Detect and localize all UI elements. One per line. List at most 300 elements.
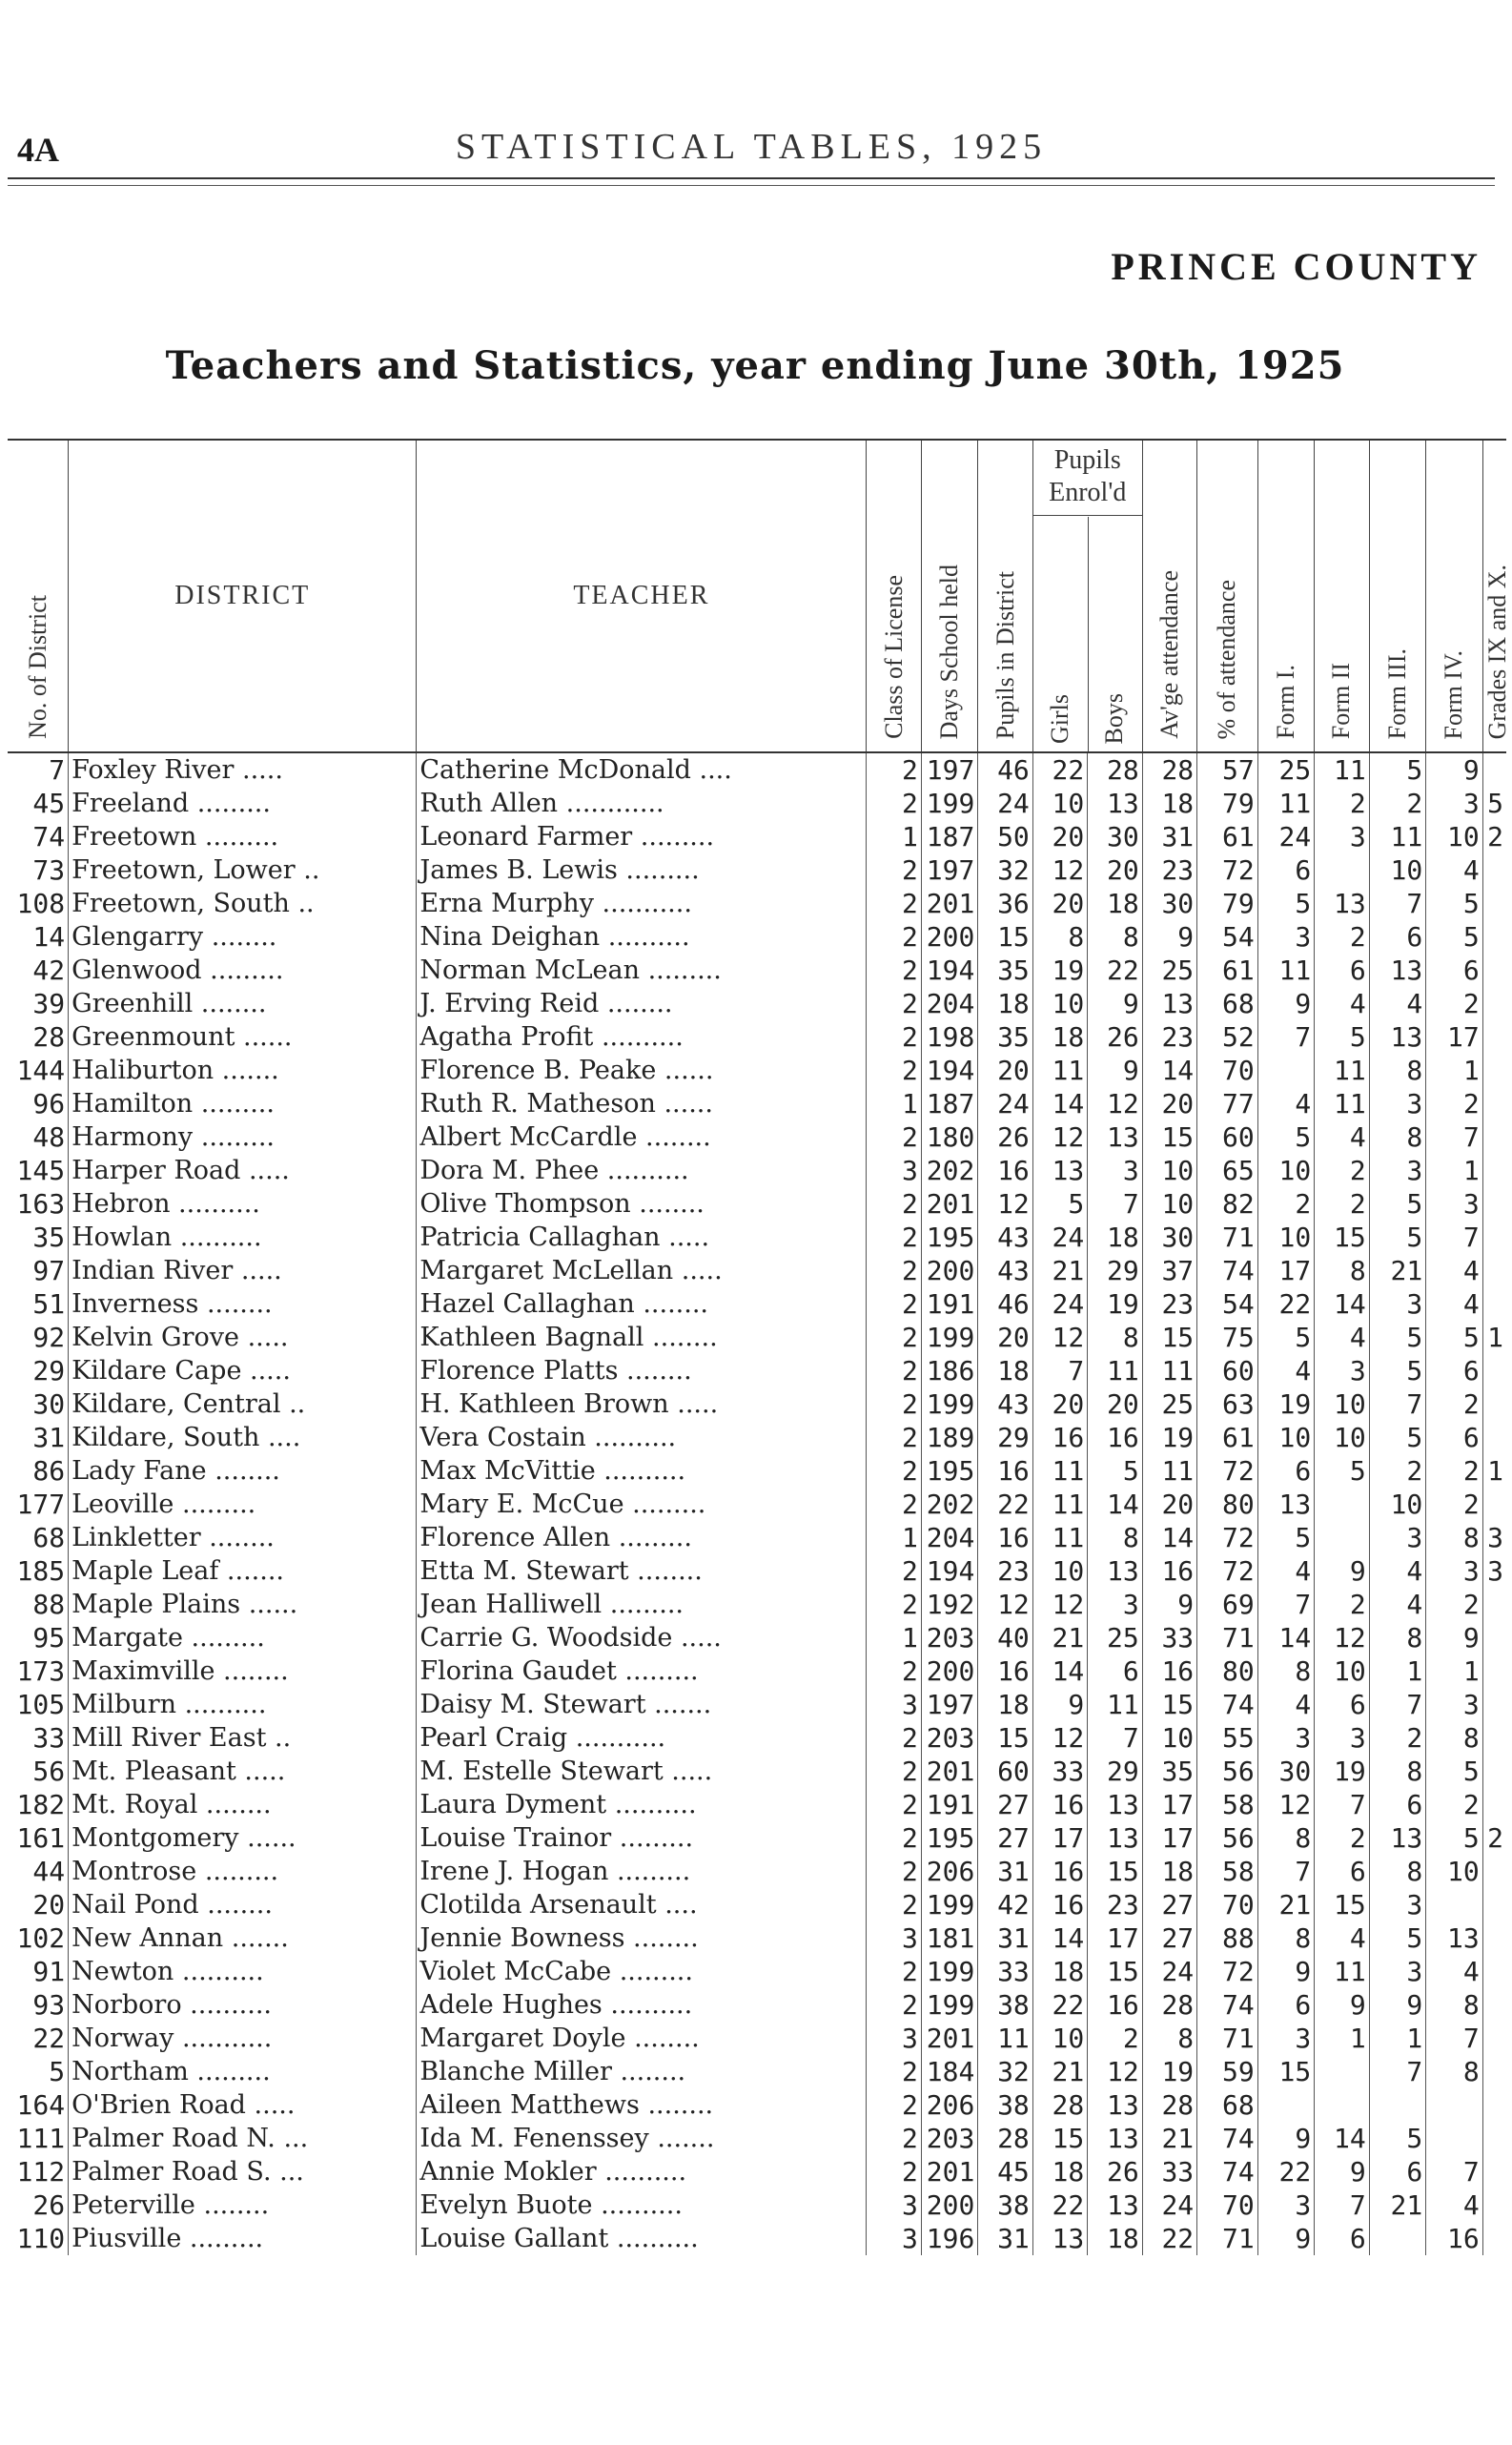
cell-percent-attendance: 74 (1197, 2122, 1258, 2155)
cell-girls-enrolled: 19 (1032, 954, 1087, 987)
cell-district-no: 48 (8, 1120, 69, 1154)
cell-average-attendance: 28 (1142, 752, 1196, 787)
cell-pupils-in-district: 16 (978, 1521, 1032, 1554)
cell-teacher-name: Jennie Bowness ........ (417, 1921, 867, 1955)
cell-days-held: 199 (921, 1387, 978, 1421)
cell-district-no: 44 (8, 1855, 69, 1888)
cell-form-4: 4 (1426, 2188, 1483, 2222)
table-header (8, 441, 1511, 752)
cell-boys-enrolled: 20 (1088, 1387, 1142, 1421)
col-header-district: DISTRICT (69, 441, 417, 752)
cell-percent-attendance: 80 (1197, 1654, 1258, 1688)
cell-form-2: 8 (1315, 1254, 1369, 1287)
table-row (8, 853, 1506, 887)
col-header-avg-attendance: Av'ge attendance (1142, 441, 1196, 752)
cell-form-4 (1426, 1888, 1483, 1921)
cell-days-held: 194 (921, 1554, 978, 1588)
cell-girls-enrolled: 33 (1032, 1755, 1087, 1788)
cell-form-1: 3 (1257, 1721, 1315, 1755)
cell-license-class: 1 (867, 1521, 921, 1554)
pupils-enrolled-title: Pupils Enrol'd (1033, 444, 1142, 516)
cell-girls-enrolled: 10 (1032, 987, 1087, 1020)
cell-form-3: 8 (1369, 1054, 1426, 1087)
cell-teacher-name: Norman McLean ......... (417, 954, 867, 987)
table-row (8, 920, 1506, 954)
cell-average-attendance: 30 (1142, 1221, 1196, 1254)
cell-pupils-in-district: 20 (978, 1054, 1032, 1087)
cell-percent-attendance: 72 (1197, 853, 1258, 887)
cell-form-1: 10 (1257, 1221, 1315, 1254)
cell-teacher-name: Vera Costain .......... (417, 1421, 867, 1454)
cell-grades-9-10 (1482, 1654, 1506, 1688)
cell-form-4: 8 (1426, 1721, 1483, 1755)
cell-percent-attendance: 63 (1197, 1387, 1258, 1421)
cell-form-2 (1315, 2088, 1369, 2122)
table-body (8, 752, 1506, 2255)
col-header-boys: Boys (1100, 692, 1129, 744)
cell-days-held: 196 (921, 2222, 978, 2255)
cell-girls-enrolled: 9 (1032, 1688, 1087, 1721)
table-row (8, 1321, 1506, 1354)
cell-teacher-name: Florence Platts ........ (417, 1354, 867, 1387)
cell-girls-enrolled: 22 (1032, 1988, 1087, 2022)
cell-percent-attendance: 60 (1197, 1354, 1258, 1387)
cell-pupils-in-district: 31 (978, 2222, 1032, 2255)
cell-form-3: 13 (1369, 954, 1426, 987)
cell-days-held: 201 (921, 2022, 978, 2055)
cell-form-1: 10 (1257, 1421, 1315, 1454)
cell-percent-attendance: 74 (1197, 1254, 1258, 1287)
cell-form-4: 2 (1426, 987, 1483, 1020)
cell-form-2: 13 (1315, 887, 1369, 920)
cell-district-no: 110 (8, 2222, 69, 2255)
cell-average-attendance: 13 (1142, 987, 1196, 1020)
cell-pupils-in-district: 60 (978, 1755, 1032, 1788)
cell-grades-9-10 (1482, 1120, 1506, 1154)
cell-form-2: 15 (1315, 1888, 1369, 1921)
cell-district-no: 111 (8, 2122, 69, 2155)
cell-district-no: 144 (8, 1054, 69, 1087)
cell-form-3: 5 (1369, 752, 1426, 787)
cell-form-1: 9 (1257, 2222, 1315, 2255)
cell-days-held: 194 (921, 954, 978, 987)
cell-form-3: 10 (1369, 1488, 1426, 1521)
cell-days-held: 199 (921, 787, 978, 820)
cell-form-1: 21 (1257, 1888, 1315, 1921)
cell-district-name: Nail Pond ........ (69, 1888, 417, 1921)
cell-form-1: 7 (1257, 1588, 1315, 1621)
county-title: PRINCE COUNTY (1111, 245, 1481, 288)
cell-pupils-in-district: 38 (978, 2088, 1032, 2122)
cell-district-name: Lady Fane ........ (69, 1454, 417, 1488)
cell-average-attendance: 15 (1142, 1688, 1196, 1721)
table-row (8, 1688, 1506, 1721)
cell-grades-9-10 (1482, 1688, 1506, 1721)
cell-boys-enrolled: 17 (1088, 1921, 1142, 1955)
cell-days-held: 201 (921, 887, 978, 920)
cell-grades-9-10 (1482, 954, 1506, 987)
cell-boys-enrolled: 13 (1088, 1120, 1142, 1154)
cell-license-class: 2 (867, 987, 921, 1020)
cell-pupils-in-district: 38 (978, 2188, 1032, 2222)
cell-district-name: Margate ......... (69, 1621, 417, 1654)
cell-form-4: 5 (1426, 1821, 1483, 1855)
cell-percent-attendance: 59 (1197, 2055, 1258, 2088)
cell-form-1: 10 (1257, 1154, 1315, 1187)
cell-form-2: 6 (1315, 2222, 1369, 2255)
cell-teacher-name: H. Kathleen Brown ..... (417, 1387, 867, 1421)
cell-average-attendance: 33 (1142, 1621, 1196, 1654)
cell-form-2: 7 (1315, 2188, 1369, 2222)
cell-pupils-in-district: 15 (978, 920, 1032, 954)
cell-form-1: 30 (1257, 1755, 1315, 1788)
cell-form-2: 2 (1315, 1154, 1369, 1187)
cell-percent-attendance: 72 (1197, 1521, 1258, 1554)
col-header-form-3: Form III. (1369, 441, 1426, 752)
cell-average-attendance: 17 (1142, 1821, 1196, 1855)
cell-percent-attendance: 71 (1197, 2222, 1258, 2255)
cell-form-3: 5 (1369, 1354, 1426, 1387)
cell-girls-enrolled: 12 (1032, 1321, 1087, 1354)
cell-district-no: 51 (8, 1287, 69, 1321)
cell-form-1: 6 (1257, 853, 1315, 887)
cell-girls-enrolled: 14 (1032, 1654, 1087, 1688)
cell-average-attendance: 27 (1142, 1888, 1196, 1921)
cell-grades-9-10: 3 (1487, 1555, 1503, 1587)
cell-teacher-name: Louise Gallant .......... (417, 2222, 867, 2255)
cell-boys-enrolled: 8 (1088, 1321, 1142, 1354)
cell-boys-enrolled: 7 (1088, 1187, 1142, 1221)
cell-license-class: 1 (867, 820, 921, 853)
cell-form-2: 4 (1315, 1120, 1369, 1154)
table-row (8, 1154, 1506, 1187)
cell-district-no: 95 (8, 1621, 69, 1654)
cell-boys-enrolled: 13 (1088, 2188, 1142, 2222)
cell-license-class: 2 (867, 1755, 921, 1788)
cell-district-name: Freetown, Lower .. (69, 853, 417, 887)
cell-form-4 (1426, 2088, 1483, 2122)
cell-district-name: Freeland ......... (69, 787, 417, 820)
cell-license-class: 2 (867, 1321, 921, 1354)
cell-pupils-in-district: 22 (978, 1488, 1032, 1521)
cell-pupils-in-district: 27 (978, 1788, 1032, 1821)
cell-district-name: Piusville ......... (69, 2222, 417, 2255)
table-row (8, 1187, 1506, 1221)
cell-boys-enrolled: 13 (1088, 1554, 1142, 1588)
cell-average-attendance: 11 (1142, 1354, 1196, 1387)
cell-form-3: 1 (1369, 2022, 1426, 2055)
cell-percent-attendance: 71 (1197, 1621, 1258, 1654)
cell-form-1: 24 (1257, 820, 1315, 853)
cell-average-attendance: 31 (1142, 820, 1196, 853)
col-header-license: Class of License (867, 441, 921, 752)
cell-boys-enrolled: 23 (1088, 1888, 1142, 1921)
table-row (8, 1354, 1506, 1387)
cell-form-4: 2 (1426, 1087, 1483, 1120)
table-row (8, 1755, 1506, 1788)
cell-district-no: 112 (8, 2155, 69, 2188)
cell-district-name: Mt. Pleasant ..... (69, 1755, 417, 1788)
cell-form-4: 8 (1426, 1988, 1483, 2022)
cell-form-1: 4 (1257, 1354, 1315, 1387)
cell-grades-9-10 (1482, 752, 1506, 787)
table-row (8, 1221, 1506, 1254)
cell-average-attendance: 27 (1142, 1921, 1196, 1955)
cell-average-attendance: 23 (1142, 853, 1196, 887)
cell-teacher-name: Ruth Allen ............ (417, 787, 867, 820)
cell-boys-enrolled: 18 (1088, 1221, 1142, 1254)
cell-form-3: 11 (1369, 820, 1426, 853)
col-header-form-4: Form IV. (1426, 441, 1483, 752)
cell-days-held: 200 (921, 1654, 978, 1688)
cell-district-name: Northam ......... (69, 2055, 417, 2088)
cell-form-4: 13 (1426, 1921, 1483, 1955)
cell-average-attendance: 20 (1142, 1488, 1196, 1521)
cell-days-held: 200 (921, 2188, 978, 2222)
cell-teacher-name: Leonard Farmer ......... (417, 820, 867, 853)
cell-girls-enrolled: 12 (1032, 1588, 1087, 1621)
cell-boys-enrolled: 30 (1088, 820, 1142, 853)
cell-days-held: 192 (921, 1588, 978, 1621)
cell-average-attendance: 23 (1142, 1287, 1196, 1321)
cell-form-4: 2 (1426, 1387, 1483, 1421)
cell-days-held: 199 (921, 1888, 978, 1921)
cell-form-3: 3 (1369, 1287, 1426, 1321)
cell-form-3: 3 (1369, 1521, 1426, 1554)
table-row (8, 1988, 1506, 2022)
col-header-form-1: Form I. (1257, 441, 1315, 752)
cell-pupils-in-district: 40 (978, 1621, 1032, 1654)
cell-license-class: 2 (867, 2055, 921, 2088)
running-title: STATISTICAL TABLES, 1925 (455, 127, 1048, 167)
cell-form-3: 5 (1369, 2122, 1426, 2155)
cell-boys-enrolled: 29 (1088, 1254, 1142, 1287)
cell-district-name: Linkletter ........ (69, 1521, 417, 1554)
cell-form-1: 3 (1257, 2188, 1315, 2222)
cell-district-name: Mt. Royal ........ (69, 1788, 417, 1821)
cell-form-2: 2 (1315, 1187, 1369, 1221)
table-row (8, 1855, 1506, 1888)
cell-average-attendance: 25 (1142, 954, 1196, 987)
cell-pupils-in-district: 32 (978, 2055, 1032, 2088)
cell-days-held: 191 (921, 1788, 978, 1821)
cell-form-2: 4 (1315, 1321, 1369, 1354)
cell-form-1 (1257, 1054, 1315, 1087)
cell-girls-enrolled: 10 (1032, 787, 1087, 820)
cell-girls-enrolled: 21 (1032, 1254, 1087, 1287)
cell-district-no: 39 (8, 987, 69, 1020)
cell-pupils-in-district: 27 (978, 1821, 1032, 1855)
cell-form-3: 5 (1369, 1221, 1426, 1254)
cell-district-name: Norway ........... (69, 2022, 417, 2055)
cell-grades-9-10 (1482, 1287, 1506, 1321)
cell-form-4: 7 (1426, 2022, 1483, 2055)
col-header-no: No. of District (8, 441, 69, 752)
cell-license-class: 3 (867, 2222, 921, 2255)
cell-district-name: Mill River East .. (69, 1721, 417, 1755)
cell-days-held: 200 (921, 1254, 978, 1287)
table-row (8, 1387, 1506, 1421)
cell-form-3: 7 (1369, 1387, 1426, 1421)
cell-form-1: 25 (1257, 752, 1315, 787)
cell-days-held: 201 (921, 1755, 978, 1788)
cell-form-3: 1 (1369, 1654, 1426, 1688)
cell-girls-enrolled: 14 (1032, 1087, 1087, 1120)
cell-license-class: 3 (867, 1688, 921, 1721)
cell-form-4: 7 (1426, 1120, 1483, 1154)
cell-average-attendance: 8 (1142, 2022, 1196, 2055)
cell-grades-9-10 (1482, 2155, 1506, 2188)
cell-form-2: 2 (1315, 787, 1369, 820)
cell-girls-enrolled: 5 (1032, 1187, 1087, 1221)
cell-district-no: 42 (8, 954, 69, 987)
table-row (8, 2088, 1506, 2122)
col-header-form-2: Form II (1315, 441, 1369, 752)
cell-grades-9-10 (1482, 1421, 1506, 1454)
cell-girls-enrolled: 24 (1032, 1287, 1087, 1321)
cell-grades-9-10 (1482, 1721, 1506, 1755)
cell-average-attendance: 25 (1142, 1387, 1196, 1421)
cell-form-2: 19 (1315, 1755, 1369, 1788)
cell-form-4: 6 (1426, 1354, 1483, 1387)
cell-days-held: 189 (921, 1421, 978, 1454)
cell-district-no: 92 (8, 1321, 69, 1354)
cell-grades-9-10: 5 (1487, 788, 1503, 819)
table-subtitle: Teachers and Statistics, year ending June 30th, 1925 (165, 343, 1345, 388)
cell-district-no: 86 (8, 1454, 69, 1488)
cell-grades-9-10 (1482, 1154, 1506, 1187)
cell-form-1: 8 (1257, 1921, 1315, 1955)
cell-form-1: 22 (1257, 2155, 1315, 2188)
cell-grades-9-10 (1482, 1588, 1506, 1621)
cell-average-attendance: 21 (1142, 2122, 1196, 2155)
cell-girls-enrolled: 18 (1032, 1955, 1087, 1988)
cell-percent-attendance: 56 (1197, 1755, 1258, 1788)
cell-license-class: 2 (867, 1120, 921, 1154)
cell-license-class: 2 (867, 2088, 921, 2122)
cell-form-3 (1369, 2222, 1426, 2255)
cell-form-4: 16 (1426, 2222, 1483, 2255)
cell-boys-enrolled: 12 (1088, 2055, 1142, 2088)
cell-girls-enrolled: 15 (1032, 2122, 1087, 2155)
cell-teacher-name: Ruth R. Matheson ...... (417, 1087, 867, 1120)
cell-percent-attendance: 58 (1197, 1788, 1258, 1821)
cell-district-no: 31 (8, 1421, 69, 1454)
cell-form-3: 9 (1369, 1988, 1426, 2022)
cell-boys-enrolled: 16 (1088, 1988, 1142, 2022)
table-row (8, 2222, 1506, 2255)
cell-girls-enrolled: 21 (1032, 2055, 1087, 2088)
cell-boys-enrolled: 7 (1088, 1721, 1142, 1755)
table-row (8, 787, 1506, 820)
cell-form-1: 3 (1257, 2022, 1315, 2055)
cell-form-4: 7 (1426, 1221, 1483, 1254)
cell-girls-enrolled: 11 (1032, 1521, 1087, 1554)
cell-district-no: 173 (8, 1654, 69, 1688)
cell-pupils-in-district: 32 (978, 853, 1032, 887)
cell-form-1: 7 (1257, 1020, 1315, 1054)
cell-license-class: 2 (867, 1287, 921, 1321)
cell-boys-enrolled: 15 (1088, 1955, 1142, 1988)
cell-form-1: 5 (1257, 1521, 1315, 1554)
cell-days-held: 181 (921, 1921, 978, 1955)
cell-average-attendance: 18 (1142, 1855, 1196, 1888)
cell-teacher-name: James B. Lewis ......... (417, 853, 867, 887)
cell-pupils-in-district: 29 (978, 1421, 1032, 1454)
cell-license-class: 2 (867, 1020, 921, 1054)
cell-boys-enrolled: 22 (1088, 954, 1142, 987)
table-row (8, 1454, 1506, 1488)
cell-teacher-name: Florina Gaudet ......... (417, 1654, 867, 1688)
cell-boys-enrolled: 6 (1088, 1654, 1142, 1688)
cell-teacher-name: Etta M. Stewart ........ (417, 1554, 867, 1588)
cell-license-class: 2 (867, 1454, 921, 1488)
cell-form-4: 10 (1426, 1855, 1483, 1888)
cell-license-class: 2 (867, 1955, 921, 1988)
cell-boys-enrolled: 28 (1088, 752, 1142, 787)
cell-district-name: Freetown, South .. (69, 887, 417, 920)
cell-form-4: 9 (1426, 1621, 1483, 1654)
cell-form-3: 5 (1369, 1187, 1426, 1221)
cell-district-no: 29 (8, 1354, 69, 1387)
cell-district-no: 7 (8, 752, 69, 787)
cell-boys-enrolled: 13 (1088, 787, 1142, 820)
cell-days-held: 203 (921, 1721, 978, 1755)
cell-license-class: 2 (867, 1254, 921, 1287)
cell-form-2: 6 (1315, 1855, 1369, 1888)
cell-form-3: 8 (1369, 1755, 1426, 1788)
cell-girls-enrolled: 8 (1032, 920, 1087, 954)
cell-form-1: 5 (1257, 887, 1315, 920)
cell-form-2: 9 (1315, 2155, 1369, 2188)
cell-form-1: 7 (1257, 1855, 1315, 1888)
cell-girls-enrolled: 17 (1032, 1821, 1087, 1855)
cell-form-2: 6 (1315, 954, 1369, 987)
cell-pupils-in-district: 26 (978, 1120, 1032, 1154)
cell-girls-enrolled: 13 (1032, 1154, 1087, 1187)
cell-teacher-name: Mary E. McCue ......... (417, 1488, 867, 1521)
cell-form-1: 11 (1257, 954, 1315, 987)
cell-days-held: 201 (921, 1187, 978, 1221)
cell-form-4: 2 (1426, 1788, 1483, 1821)
table-row (8, 987, 1506, 1020)
cell-district-name: Haliburton ....... (69, 1054, 417, 1087)
cell-form-3: 13 (1369, 1821, 1426, 1855)
cell-license-class: 2 (867, 1788, 921, 1821)
cell-average-attendance: 28 (1142, 2088, 1196, 2122)
cell-form-2: 14 (1315, 2122, 1369, 2155)
cell-form-1: 3 (1257, 920, 1315, 954)
table-row (8, 1588, 1506, 1621)
cell-district-no: 177 (8, 1488, 69, 1521)
cell-grades-9-10 (1482, 1387, 1506, 1421)
cell-girls-enrolled: 16 (1032, 1888, 1087, 1921)
cell-boys-enrolled: 3 (1088, 1154, 1142, 1187)
cell-girls-enrolled: 21 (1032, 1621, 1087, 1654)
cell-district-name: Hebron .......... (69, 1187, 417, 1221)
cell-form-4: 1 (1426, 1654, 1483, 1688)
cell-percent-attendance: 70 (1197, 2188, 1258, 2222)
cell-district-no: 108 (8, 887, 69, 920)
cell-percent-attendance: 82 (1197, 1187, 1258, 1221)
cell-grades-9-10 (1482, 2088, 1506, 2122)
cell-grades-9-10 (1482, 1488, 1506, 1521)
cell-girls-enrolled: 18 (1032, 2155, 1087, 2188)
cell-percent-attendance: 61 (1197, 820, 1258, 853)
cell-teacher-name: Florence Allen ......... (417, 1521, 867, 1554)
cell-form-4: 4 (1426, 1254, 1483, 1287)
cell-form-4: 3 (1426, 1554, 1483, 1588)
